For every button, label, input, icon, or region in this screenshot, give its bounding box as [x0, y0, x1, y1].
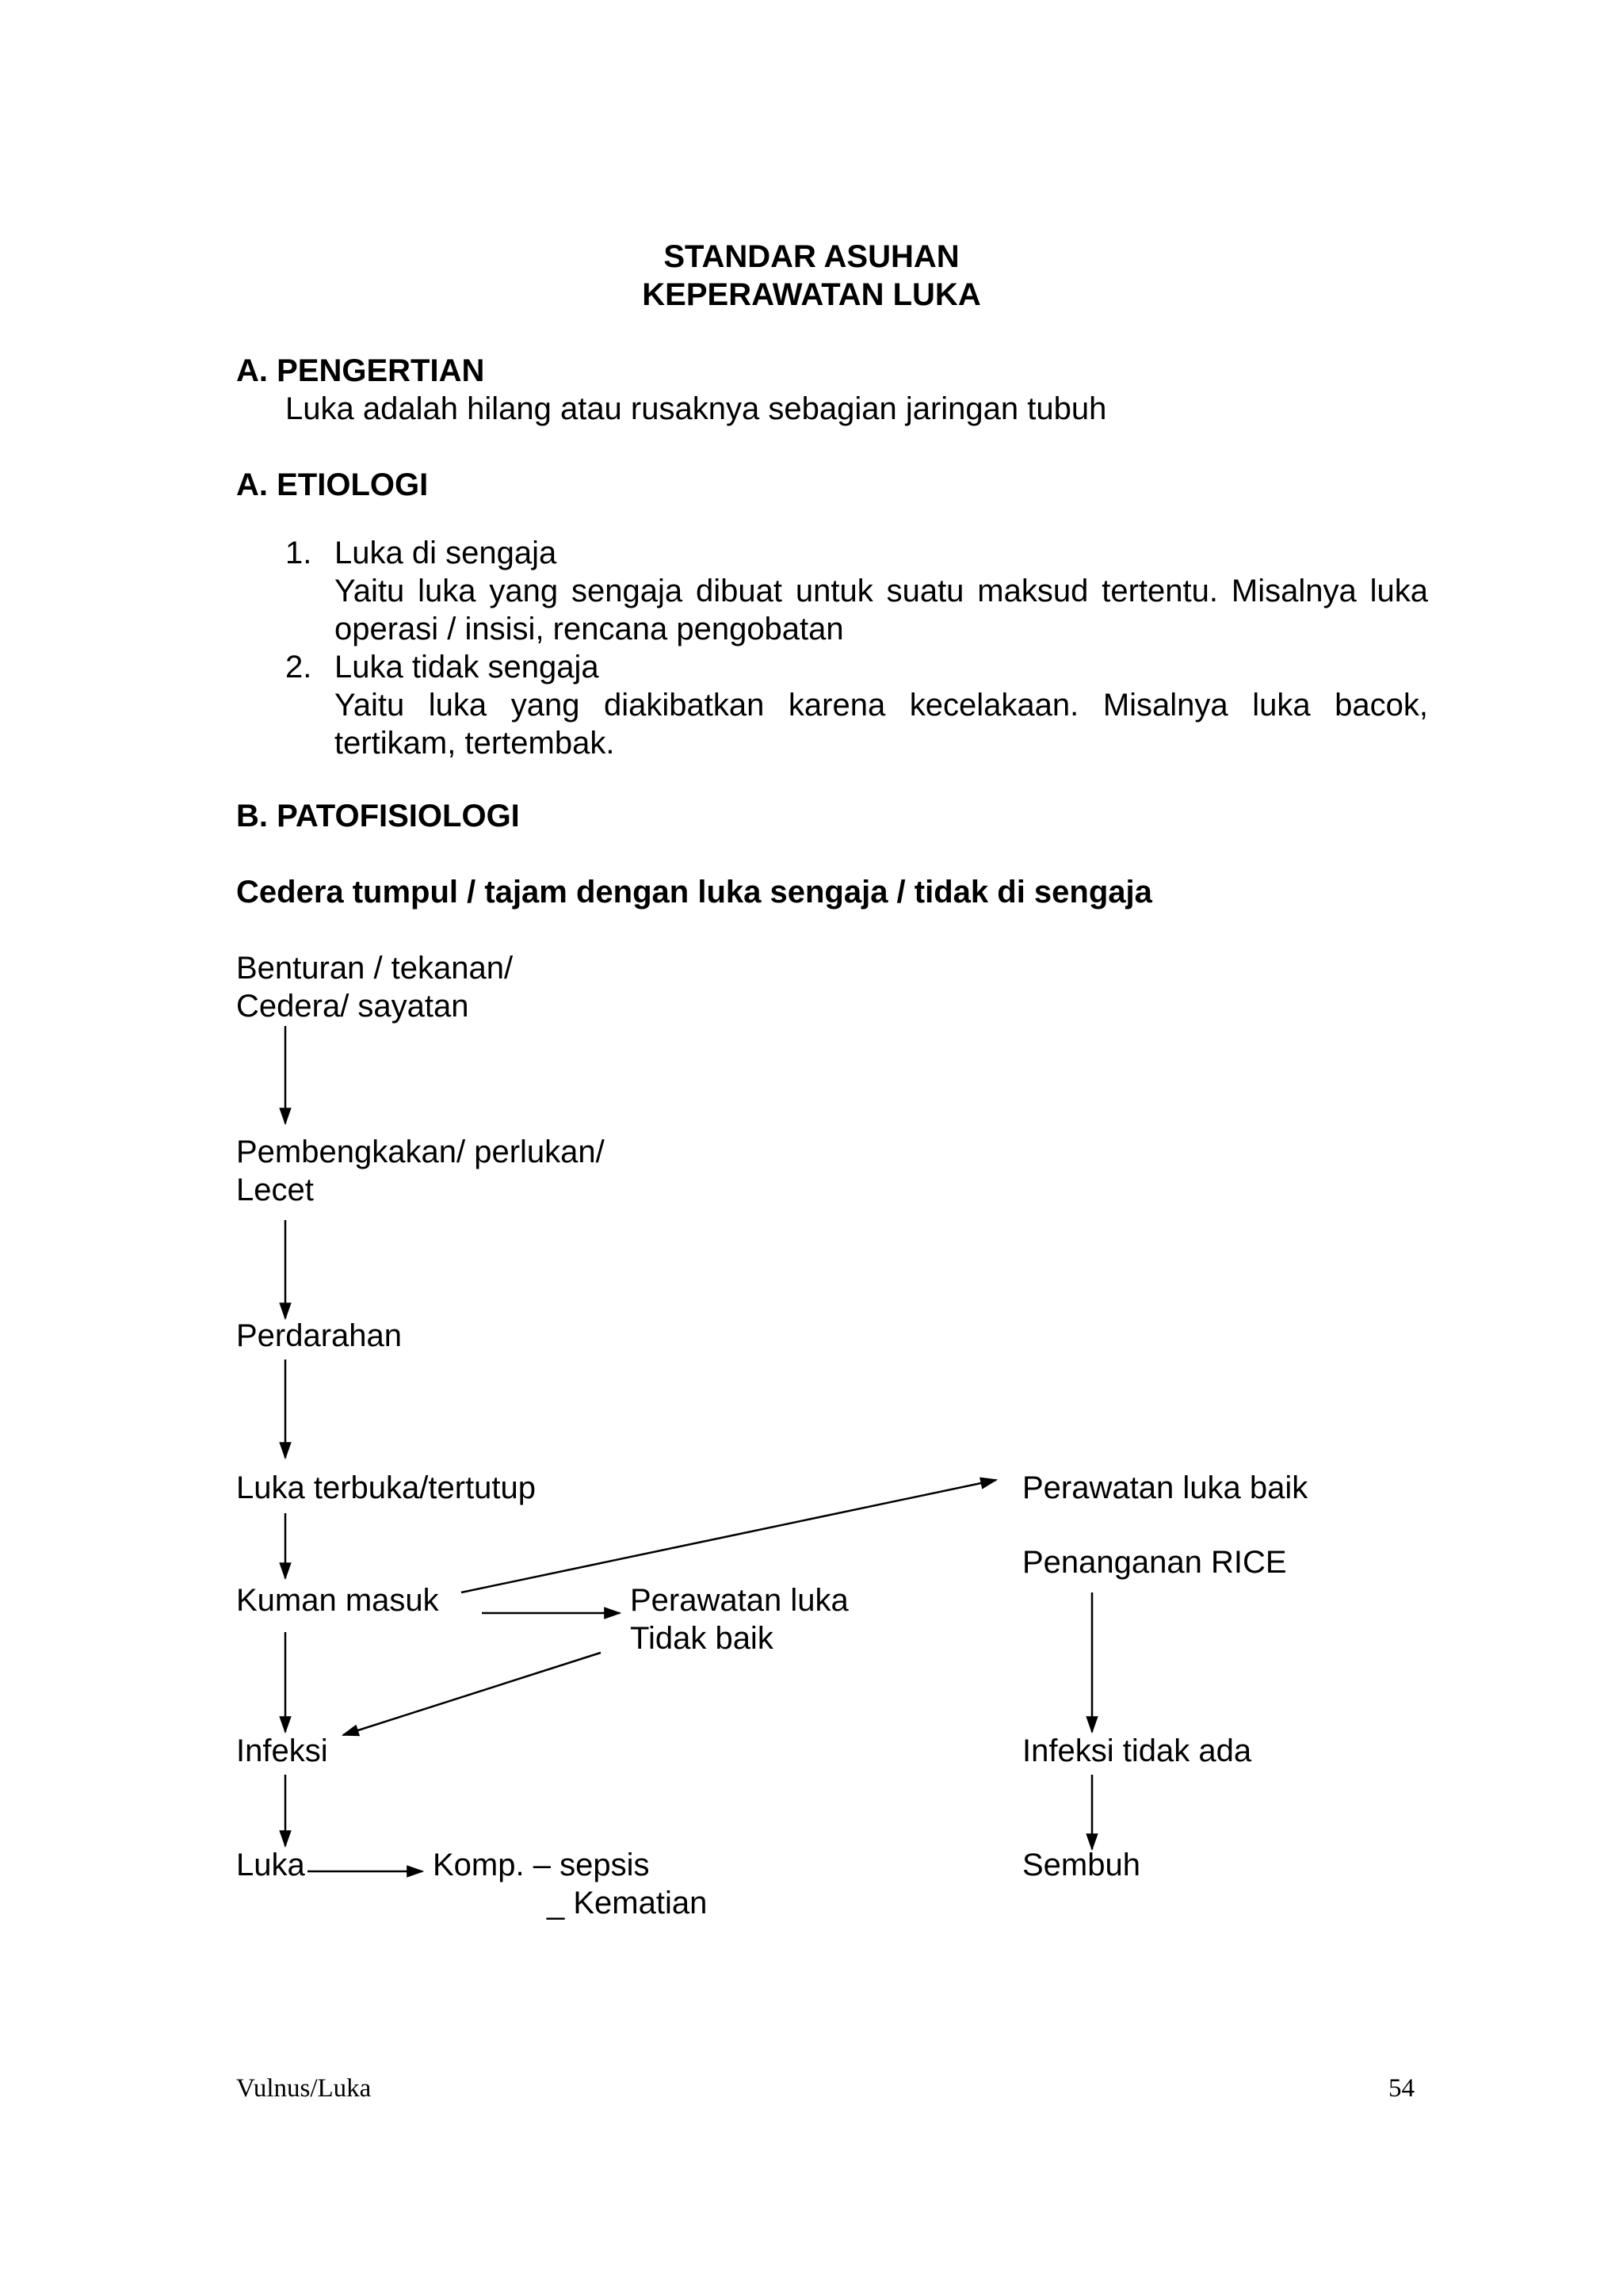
node-perawatan-tidak-baik-line-1: Perawatan luka [630, 1583, 849, 1618]
etiologi-item-2-number: 2. [285, 650, 312, 685]
node-sembuh: Sembuh [1022, 1848, 1140, 1882]
document-title-line-1: STANDAR ASUHAN [663, 239, 960, 274]
node-luka: Luka [236, 1848, 305, 1882]
etiologi-item-1-label: Luka di sengaja [334, 536, 557, 570]
node-infeksi-tidak-ada: Infeksi tidak ada [1022, 1733, 1252, 1768]
node-luka-terbuka: Luka terbuka/tertutup [236, 1470, 537, 1505]
arrow-kuman-to-perawatan-baik [461, 1480, 996, 1592]
document-title-line-2: KEPERAWATAN LUKA [642, 277, 981, 312]
arrow-perawatan-tidak-baik-to-infeksi [343, 1653, 601, 1735]
footer-left: Vulnus/Luka [236, 2074, 372, 2103]
node-kuman-masuk: Kuman masuk [236, 1583, 439, 1618]
node-penanganan-rice: Penanganan RICE [1022, 1545, 1287, 1580]
etiologi-item-2-label: Luka tidak sengaja [334, 650, 599, 685]
node-komplikasi-line-1: Komp. – sepsis [433, 1848, 650, 1882]
etiologi-item-1-desc: Yaitu luka yang sengaja dibuat untuk suatu maksud tertentu. Misalnya luka operasi / insisi, rencana pengobatan [334, 574, 1428, 646]
node-perawatan-tidak-baik-line-2: Tidak baik [630, 1621, 773, 1656]
section-heading-pengertian: A. PENGERTIAN [236, 353, 485, 388]
etiologi-item-1-number: 1. [285, 536, 312, 570]
section-heading-patofisiologi: B. PATOFISIOLOGI [236, 799, 520, 833]
pengertian-text: Luka adalah hilang atau rusaknya sebagian jaringan tubuh [285, 391, 1107, 426]
node-perdarahan: Perdarahan [236, 1318, 403, 1353]
etiologi-item-2-desc: Yaitu luka yang diakibatkan karena kecelakaan. Misalnya luka bacok, tertikam, tertembak. [334, 688, 1428, 761]
patofisiologi-subheading: Cedera tumpul / tajam dengan luka sengaja / tidak di sengaja [236, 875, 1152, 910]
section-heading-etiologi: A. ETIOLOGI [236, 467, 429, 502]
node-benturan-line-2: Cedera/ sayatan [236, 989, 469, 1024]
node-komplikasi-line-2: _ Kematian [547, 1886, 708, 1920]
node-benturan-line-1: Benturan / tekanan/ [236, 951, 514, 986]
node-perawatan-baik: Perawatan luka baik [1022, 1470, 1308, 1505]
node-pembengkakan-line-2: Lecet [236, 1173, 314, 1207]
node-pembengkakan-line-1: Pembengkakan/ perlukan/ [236, 1135, 605, 1169]
node-infeksi: Infeksi [236, 1733, 328, 1768]
page-number: 54 [1388, 2074, 1415, 2103]
